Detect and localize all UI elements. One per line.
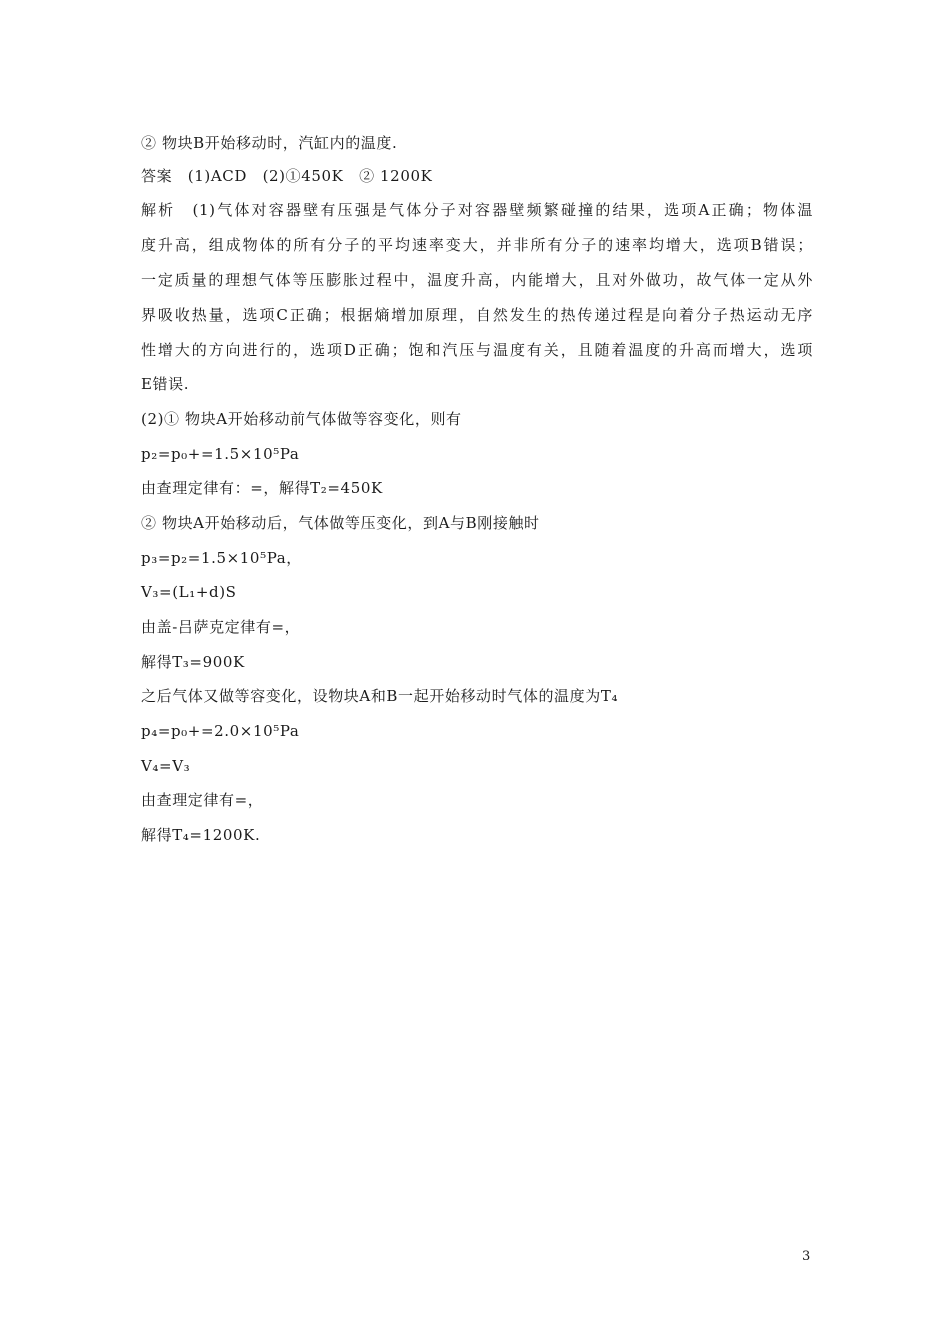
page-number: 3 <box>802 1249 811 1264</box>
answer-line: 答案 (1)ACD (2)①450K ② 1200K <box>141 167 433 185</box>
equation-p3: p₃=p₂=1.5×10⁵Pa， <box>141 549 302 567</box>
part2-line-3: 之后气体又做等容变化，设物块A和B一起开始移动时气体的温度为T₄ <box>141 687 619 705</box>
charles-law-line: 由查理定律有：=，解得T₂=450K <box>141 479 383 497</box>
analysis-line-3: 一定质量的理想气体等压膨胀过程中，温度升高，内能增大，且对外做功，故气体一定从外 <box>141 271 813 289</box>
question-line-2: ② 物块B开始移动时，汽缸内的温度. <box>141 134 398 152</box>
equation-v3: V₃=(L₁+d)S <box>141 583 237 601</box>
charles-law-line-2: 由查理定律有=， <box>141 791 264 809</box>
equation-p2: p₂=p₀+=1.5×10⁵Pa <box>141 445 300 463</box>
equation-v4: V₄=V₃ <box>141 757 191 775</box>
part2-line-1: (2)① 物块A开始移动前气体做等容变化，则有 <box>141 410 462 428</box>
result-t4: 解得T₄=1200K. <box>141 826 261 844</box>
equation-p4: p₄=p₀+=2.0×10⁵Pa <box>141 722 300 740</box>
result-t3: 解得T₃=900K <box>141 653 245 671</box>
analysis-line-1: 解析 (1)气体对容器壁有压强是气体分子对容器壁频繁碰撞的结果，选项A正确；物体温 <box>141 201 813 219</box>
analysis-line-6: E错误. <box>141 375 190 393</box>
gay-lussac-line: 由盖-吕萨克定律有=， <box>141 618 301 636</box>
analysis-line-5: 性增大的方向进行的，选项D正确；饱和汽压与温度有关，且随着温度的升高而增大，选项 <box>141 341 813 359</box>
analysis-line-4: 界吸收热量，选项C正确；根据熵增加原理，自然发生的热传递过程是向着分子热运动无序 <box>141 306 813 324</box>
part2-line-2: ② 物块A开始移动后，气体做等压变化，到A与B刚接触时 <box>141 514 540 532</box>
analysis-line-2: 度升高，组成物体的所有分子的平均速率变大，并非所有分子的速率均增大，选项B错误； <box>141 236 813 254</box>
